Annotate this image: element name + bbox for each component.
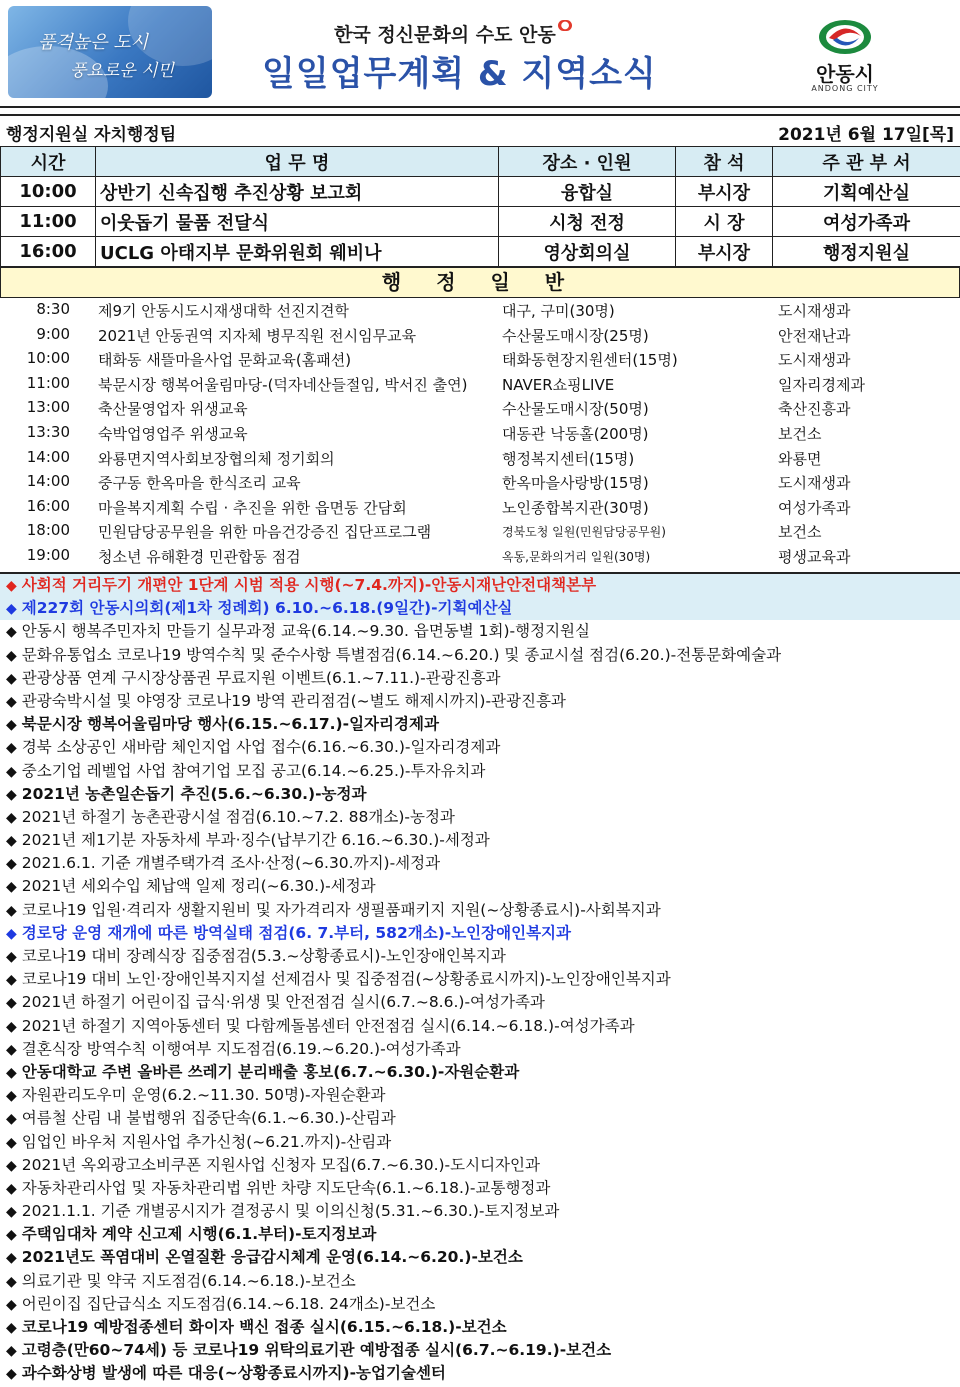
diamond-bullet-icon: ◆ (6, 786, 17, 803)
row-time: 10:00 (1, 177, 96, 207)
slogan-banner (8, 6, 212, 98)
notice-text: 코로나19 대비 노인·장애인복지지설 선제검사 및 집중점검(~상황종료시까지)-노인장애인복지과 (21, 970, 671, 989)
notice-text: 문화유통업소 코로나19 방역수칙 및 준수사항 특별점검(6.14.~6.20.) 및 종교시설 점검(6.20.)-전통문화예술과 (21, 645, 782, 664)
row-time: 16:00 (1, 237, 96, 267)
general-item-task: 2021년 안동권역 지자체 병무직원 전시임무교육 (98, 326, 417, 345)
diamond-bullet-icon: ◆ (6, 972, 17, 989)
general-item-time: 14:00 (26, 447, 70, 466)
notice-text: 주택임대차 계약 신고제 시행(6.1.부터)-토지정보과 (21, 1225, 377, 1244)
notice-item (0, 806, 960, 829)
notice-item (0, 1154, 960, 1177)
col-header-task: 업 무 명 (96, 147, 499, 177)
general-item-time: 8:30 (36, 300, 70, 318)
list-item (0, 346, 960, 371)
diamond-bullet-icon: ◆ (6, 1296, 17, 1313)
row-dept: 여성가족과 (773, 207, 960, 237)
notice-item (0, 644, 960, 667)
general-item-place: 수산물도매시장(50명) (502, 400, 649, 419)
notice-item (0, 899, 960, 922)
general-item-dept: 도시재생과 (778, 302, 851, 320)
andong-badge-icon: ● (558, 20, 573, 31)
general-item-dept: 보건소 (778, 523, 822, 542)
general-list (0, 297, 960, 568)
date-label: 2021년 6월 17일[목] (778, 125, 954, 145)
notice-text: 여름철 산림 내 불법행위 집중단속(6.1.~6.30.)-산림과 (21, 1109, 396, 1128)
slogan-line-2: 풍요로운 시민 (70, 61, 174, 81)
diamond-bullet-icon: ◆ (6, 1088, 17, 1105)
notice-text: 코로나19 입원·격리자 생활지원비 및 자가격리자 생필품패키지 지원(~상황종료시)-사회복지과 (21, 900, 661, 919)
diamond-bullet-icon: ◆ (6, 717, 17, 734)
row-task: 이웃돕기 물품 전달식 (96, 207, 499, 237)
notice-text: 안동시 행복주민자치 만들기 실무과정 교육(6.14.~9.30. 읍면동별 1회)-행정지원실 (21, 622, 591, 641)
general-item-place: 행정복지센터(15명) (502, 449, 635, 468)
diamond-bullet-icon: ◆ (6, 1204, 17, 1221)
notice-item (0, 713, 960, 736)
notice-item (0, 922, 960, 945)
notice-text: 2021년 제1기분 자동차세 부과·징수(납부기간 6.16.~6.30.)-세정과 (21, 831, 490, 850)
general-item-time: 13:00 (26, 398, 70, 417)
diamond-bullet-icon: ◆ (6, 601, 17, 618)
diamond-bullet-icon: ◆ (6, 578, 17, 594)
general-item-task: 와룡면지역사회보장협의체 정기회의 (98, 449, 335, 468)
diamond-bullet-icon: ◆ (6, 879, 17, 896)
page-header (0, 0, 960, 108)
row-dept: 행정지원실 (773, 237, 960, 267)
general-item-time: 10:00 (26, 349, 70, 368)
general-item-task: 북문시장 행복어울림마당-(덕자네산들절임, 박서진 출연) (98, 375, 468, 394)
notice-item (0, 736, 960, 759)
notice-text: 사회적 거리두기 개편안 1단계 시범 적용 시행(~7.4.까지)-안동시재난안전대책본부 (21, 576, 597, 594)
notice-text: 임업인 바우처 지원사업 추가신청(~6.21.까지)-산림과 (21, 1132, 392, 1151)
notice-text: 2021년 하절기 어린이집 급식·위생 및 안전점검 실시(6.7.~8.6.)-여성가족과 (21, 993, 545, 1012)
notice-item (0, 1316, 960, 1339)
notice-item (0, 690, 960, 713)
row-place: 융합실 (499, 177, 676, 207)
notice-text: 북문시장 행복어울림마당 행사(6.15.~6.17.)-일자리경제과 (21, 715, 439, 734)
schedule-header-row (1, 147, 960, 177)
row-place: 시청 전정 (499, 207, 676, 237)
row-place: 영상회의실 (499, 237, 676, 267)
diamond-bullet-icon: ◆ (6, 1111, 17, 1128)
general-item-place: NAVER쇼핑LIVE (502, 375, 615, 394)
list-item (0, 518, 960, 543)
diamond-bullet-icon: ◆ (6, 1041, 17, 1058)
general-item-dept: 여성가족과 (778, 498, 851, 517)
diamond-bullet-icon: ◆ (6, 647, 17, 664)
general-item-time: 13:30 (26, 422, 70, 441)
table-row (1, 237, 960, 267)
diamond-bullet-icon: ◆ (6, 1320, 17, 1336)
notice-item (0, 1038, 960, 1061)
list-item (0, 494, 960, 519)
notice-item (0, 1061, 960, 1084)
notice-item (0, 1362, 960, 1385)
diamond-bullet-icon: ◆ (6, 949, 17, 965)
general-item-time: 16:00 (26, 496, 70, 515)
diamond-bullet-icon: ◆ (6, 1343, 17, 1360)
diamond-bullet-icon: ◆ (6, 740, 17, 757)
notice-text: 중소기업 레벨업 사업 참여기업 모집 공고(6.14.~6.25.)-투자유치과 (21, 761, 486, 780)
diamond-bullet-icon: ◆ (6, 1250, 17, 1267)
logo-city-name: 안동시 (816, 62, 874, 86)
notice-item (0, 1200, 960, 1223)
general-item-task: 중구동 한옥마을 한식조리 교육 (98, 474, 301, 493)
general-item-time: 18:00 (26, 521, 70, 540)
general-item-task: 제9기 안동시도시재생대학 선진지견학 (98, 302, 349, 320)
general-item-place: 대동관 낙동홀(200명) (502, 424, 649, 443)
list-item (0, 469, 960, 494)
notice-text: 결혼식장 방역수칙 이행여부 지도점검(6.19.~6.20.)-여성가족과 (21, 1039, 461, 1058)
diamond-bullet-icon: ◆ (6, 1157, 17, 1174)
list-item (0, 420, 960, 445)
schedule-table (0, 146, 960, 267)
page-title: 일일업무계획 & 지역소식 (262, 54, 657, 94)
notice-item (0, 1293, 960, 1316)
diamond-bullet-icon: ◆ (6, 763, 17, 780)
list-item (0, 395, 960, 420)
diamond-bullet-icon: ◆ (6, 693, 17, 710)
row-task: 상반기 신속집행 추진상황 보고회 (96, 177, 499, 207)
general-item-task: 태화동 새뜰마을사업 문화교육(홈패션) (98, 351, 352, 370)
notice-item (0, 1015, 960, 1038)
col-header-dept: 주 관 부 서 (773, 147, 960, 177)
header-subtitle (334, 20, 572, 47)
list-item (0, 322, 960, 347)
notice-text: 2021.1.1. 기준 개별공시지가 결정공시 및 이의신청(5.31.~6.30.)-토지정보과 (21, 1202, 560, 1221)
general-item-task: 숙박업영업주 위생교육 (98, 424, 248, 443)
notice-text: 2021년 세외수입 체납액 일제 정리(~6.30.)-세정과 (21, 877, 376, 896)
general-item-dept: 도시재생과 (778, 474, 851, 493)
notice-text: 관광숙박시설 및 야영장 코로나19 방역 관리점검(~별도 해제시까지)-관광진흥과 (21, 691, 566, 710)
diamond-bullet-icon: ◆ (6, 856, 17, 873)
general-item-time: 11:00 (26, 373, 70, 392)
notice-text: 2021년도 폭염대비 온열질환 응급감시체계 운영(6.14.~6.20.)-보건소 (21, 1248, 523, 1267)
diamond-bullet-icon: ◆ (6, 902, 17, 919)
list-item (0, 543, 960, 568)
diamond-bullet-icon: ◆ (6, 833, 17, 850)
diamond-bullet-icon: ◆ (6, 624, 17, 641)
notice-list (0, 572, 960, 1386)
notice-text: 경로당 운영 재개에 따른 방역실태 점검(6. 7.부터, 582개소)-노인장애인복지과 (21, 923, 571, 942)
notice-item (0, 1084, 960, 1107)
notice-text: 안동대학교 주변 올바른 쓰레기 분리배출 홍보(6.7.~6.30.)-자원순환과 (21, 1062, 520, 1081)
notice-item (0, 829, 960, 852)
row-task: UCLG 아태지부 문화위원회 웨비나 (96, 237, 499, 267)
col-header-time: 시간 (1, 147, 96, 177)
andong-city-logo-icon (817, 18, 873, 56)
general-item-task: 청소년 유해환경 민관합동 점검 (98, 547, 301, 566)
notice-item (0, 1107, 960, 1130)
general-item-task: 축산물영업자 위생교육 (98, 400, 248, 419)
row-time: 11:00 (1, 207, 96, 237)
row-attend: 부시장 (676, 237, 773, 267)
list-item (0, 297, 960, 322)
notice-item (0, 1131, 960, 1154)
diamond-bullet-icon: ◆ (6, 925, 17, 942)
notice-item (0, 852, 960, 875)
notice-text: 경북 소상공인 새바람 체인지업 사업 접수(6.16.~6.30.)-일자리경제과 (21, 738, 501, 757)
notice-text: 과수화상병 발생에 따른 대응(~상황종료시까지)-농업기술센터 (21, 1364, 446, 1383)
col-header-place: 장소 · 인원 (499, 147, 676, 177)
general-item-dept: 도시재생과 (778, 351, 851, 370)
notice-item (0, 1246, 960, 1269)
notice-item (0, 760, 960, 783)
diamond-bullet-icon: ◆ (6, 809, 17, 826)
logo-city-name-en: ANDONG CITY (811, 84, 879, 93)
notice-text: 관광상품 연계 구시장상품권 무료지원 이벤트(6.1.~7.11.)-관광진흥과 (21, 668, 501, 687)
department-label: 행정지원실 자치행정팀 (6, 125, 177, 145)
diamond-bullet-icon: ◆ (6, 1064, 17, 1081)
general-item-place: 한옥마을사랑방(15명) (502, 474, 649, 493)
general-item-time: 19:00 (26, 545, 70, 564)
general-heading: 행 정 일 반 (0, 267, 960, 298)
diamond-bullet-icon: ◆ (6, 1227, 17, 1244)
notice-text: 2021년 하절기 농촌관광시설 점검(6.10.~7.2. 88개소)-농정과 (21, 807, 455, 826)
general-item-time: 14:00 (26, 472, 70, 491)
notice-item (0, 1270, 960, 1293)
notice-text: 제227회 안동시의회(제1차 정례회) 6.10.~6.18.(9일간)-기획예산실 (21, 599, 513, 618)
info-bar (0, 114, 960, 147)
notice-text: 자원관리도우미 운영(6.2.~11.30. 50명)-자원순환과 (21, 1086, 386, 1105)
notice-item (0, 667, 960, 690)
general-item-dept: 와룡면 (778, 449, 822, 468)
table-row (1, 207, 960, 237)
row-dept: 기획예산실 (773, 177, 960, 207)
notice-item (0, 875, 960, 898)
notice-item (0, 597, 960, 620)
col-header-attend: 참 석 (676, 147, 773, 177)
general-item-place: 경북도청 일원(민원담당공무원) (502, 525, 666, 540)
notice-item (0, 991, 960, 1014)
notice-text: 2021.6.1. 기준 개별주택가격 조사·산정(~6.30.까지)-세정과 (21, 854, 441, 873)
general-item-dept: 보건소 (778, 424, 822, 443)
row-attend: 시 장 (676, 207, 773, 237)
general-item-task: 마을복지계획 수립 · 추진을 위한 읍면동 간담회 (98, 498, 407, 517)
diamond-bullet-icon: ◆ (6, 1134, 17, 1151)
notice-text: 코로나19 대비 장례식장 집중점검(5.3.~상황종료시)-노인장애인복지과 (21, 947, 506, 965)
notice-item (0, 968, 960, 991)
notice-text: 고령층(만60~74세) 등 코로나19 위탁의료기관 예방접종 실시(6.7.~6.19.)-보건소 (21, 1341, 612, 1360)
header-subtitle-text: 한국 정신문화의 수도 안동 (334, 24, 556, 46)
general-item-place: 대구, 구미(30명) (502, 302, 615, 320)
notice-text: 2021년 옥외광고소비쿠폰 지원사업 신청자 모집(6.7.~6.30.)-도시디자인과 (21, 1155, 540, 1174)
table-row (1, 177, 960, 207)
slogan-line-1: 품격높은 도시 (38, 32, 149, 53)
general-item-dept: 평생교육과 (778, 547, 851, 566)
general-item-task: 민원담당공무원을 위한 마음건강증진 집단프로그램 (98, 523, 432, 542)
notice-text: 2021년 농촌일손돕기 추진(5.6.~6.30.)-농정과 (21, 784, 367, 803)
notice-item (0, 620, 960, 643)
general-item-place: 태화동현장지원센터(15명) (502, 351, 678, 370)
general-item-dept: 축산진흥과 (778, 400, 851, 419)
notice-item (0, 1177, 960, 1200)
general-item-dept: 안전재난과 (778, 326, 851, 345)
list-item (0, 371, 960, 396)
notice-item (0, 1339, 960, 1362)
notice-text: 코로나19 예방접종센터 화이자 백신 접종 실시(6.15.~6.18.)-보건소 (21, 1318, 507, 1336)
notice-item (0, 945, 960, 968)
notice-text: 2021년 하절기 지역아동센터 및 다함께돌봄센터 안전점검 실시(6.14.~6.18.)-여성가족과 (21, 1016, 635, 1035)
diamond-bullet-icon: ◆ (6, 1273, 17, 1290)
general-item-place: 옥동,문화의거리 일원(30명) (502, 549, 651, 564)
notice-item (0, 574, 960, 597)
diamond-bullet-icon: ◆ (6, 1018, 17, 1035)
general-item-dept: 일자리경제과 (778, 375, 865, 394)
general-item-place: 노인종합복지관(30명) (502, 498, 649, 517)
city-logo (795, 18, 895, 98)
notice-item (0, 783, 960, 806)
diamond-bullet-icon: ◆ (6, 1366, 17, 1383)
diamond-bullet-icon: ◆ (6, 995, 17, 1012)
general-item-place: 수산물도매시장(25명) (502, 326, 649, 345)
notice-item (0, 1223, 960, 1246)
list-item (0, 445, 960, 470)
diamond-bullet-icon: ◆ (6, 1180, 17, 1197)
row-attend: 부시장 (676, 177, 773, 207)
notice-text: 어린이집 집단급식소 지도점검(6.14.~6.18. 24개소)-보건소 (21, 1294, 436, 1313)
notice-text: 의료기관 및 약국 지도점검(6.14.~6.18.)-보건소 (21, 1271, 356, 1290)
general-item-time: 9:00 (36, 324, 70, 343)
notice-text: 자동차관리사업 및 자동차관리법 위반 차량 지도단속(6.1.~6.18.)-교통행정과 (21, 1178, 551, 1197)
diamond-bullet-icon: ◆ (6, 670, 17, 687)
